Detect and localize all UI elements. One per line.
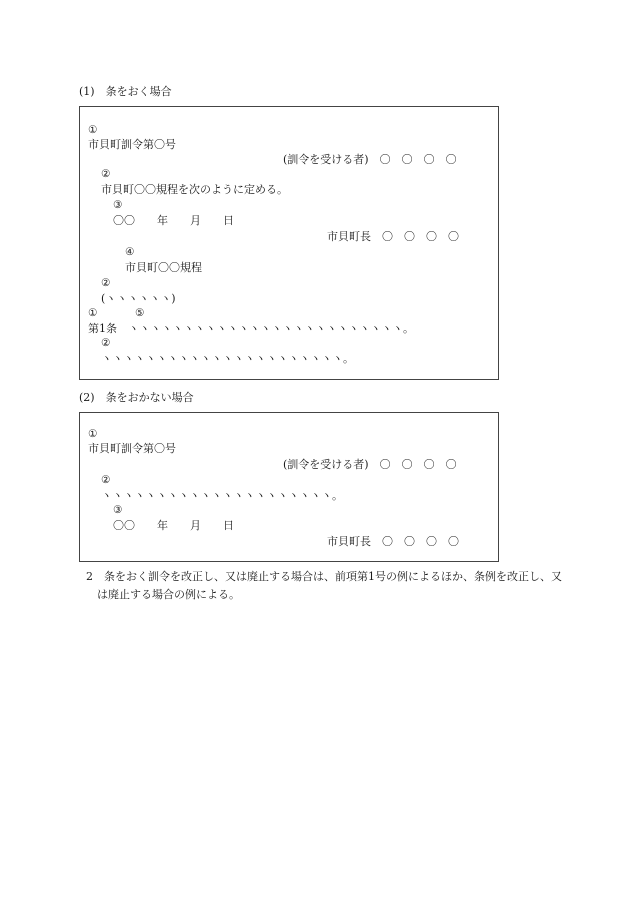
- recipient-line: (訓令を受ける者) 〇 〇 〇 〇: [283, 458, 457, 471]
- date-line: 〇〇 年 月 日: [113, 519, 234, 532]
- circled-number-5: ⑤: [135, 307, 145, 319]
- enactment-sentence: 市貝町〇〇規程を次のように定める。: [101, 183, 288, 196]
- signer-line: 市貝町長 〇 〇 〇 〇: [327, 535, 459, 548]
- circled-number-3: ③: [113, 504, 123, 516]
- circled-number-2: ②: [101, 168, 111, 180]
- date-line: 〇〇 年 月 日: [113, 214, 234, 227]
- circled-number-2: ②: [101, 277, 111, 289]
- article-text-line: ヽヽヽヽヽヽヽヽヽヽヽヽヽヽヽヽヽヽヽヽヽヽ。: [101, 352, 354, 365]
- signer-line: 市貝町長 〇 〇 〇 〇: [327, 230, 459, 243]
- body-line: ヽヽヽヽヽヽヽヽヽヽヽヽヽヽヽヽヽヽヽヽヽ。: [101, 489, 343, 502]
- circled-number-1: ①: [88, 307, 98, 319]
- paragraph-2: 2 条をおく訓令を改正し、又は廃止する場合は、前項第1号の例によるほか、条例を改正し、又は廃止する場合の例による。: [86, 570, 562, 601]
- document-number: 市貝町訓令第〇号: [88, 138, 176, 151]
- rule-title: 市貝町〇〇規程: [125, 261, 202, 274]
- recipient-line: (訓令を受ける者) 〇 〇 〇 〇: [283, 153, 457, 166]
- section1-heading: (1) 条をおく場合: [79, 85, 172, 98]
- circled-number-3: ③: [113, 199, 123, 211]
- section2-heading: (2) 条をおかない場合: [79, 391, 194, 404]
- document-number: 市貝町訓令第〇号: [88, 442, 176, 455]
- circled-number-1: ①: [88, 428, 98, 440]
- circled-number-1: ①: [88, 124, 98, 136]
- circled-number-2: ②: [101, 474, 111, 486]
- article-caption: (ヽヽヽヽヽヽ): [101, 292, 176, 305]
- circled-number-2: ②: [101, 337, 111, 349]
- circled-number-4: ④: [125, 246, 135, 258]
- article-1-line: 第1条 ヽヽヽヽヽヽヽヽヽヽヽヽヽヽヽヽヽヽヽヽヽヽヽヽヽ。: [88, 322, 414, 335]
